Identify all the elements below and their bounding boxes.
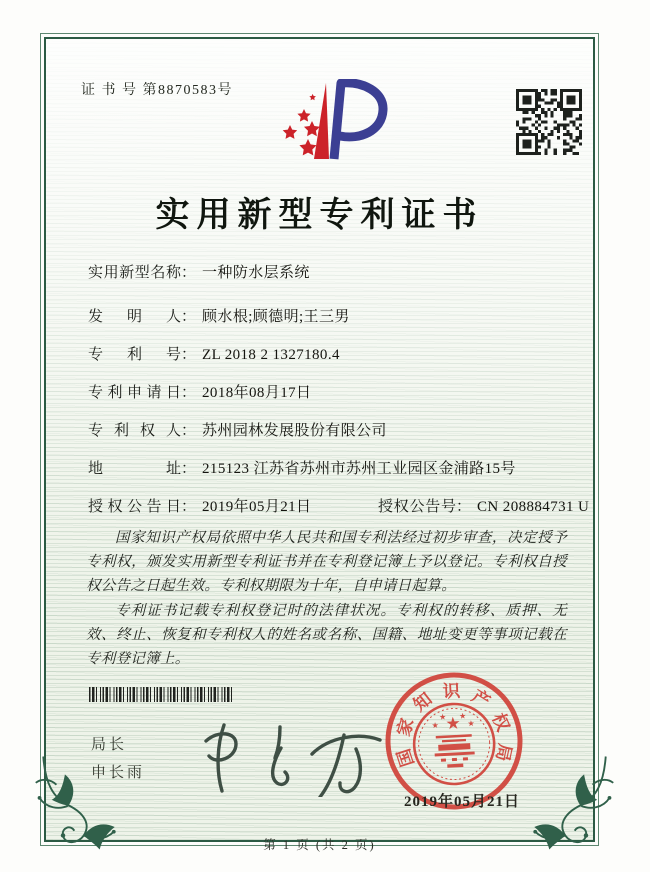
svg-text:识: 识	[442, 680, 461, 702]
field-filing-date-row	[88, 381, 311, 403]
field-value: 2019年05月21日	[202, 499, 312, 515]
field-patent-number-row	[88, 343, 340, 365]
svg-text:权: 权	[488, 710, 514, 735]
field-value: ZL 2018 2 1327180.4	[202, 347, 340, 363]
certificate-number: 证 书 号 第8870583号	[81, 83, 233, 98]
svg-text:家: 家	[393, 715, 418, 739]
svg-text:★: ★	[438, 712, 447, 722]
director-title: 局长	[91, 736, 128, 753]
label-colon: ：	[181, 499, 197, 515]
svg-text:国: 国	[393, 746, 418, 770]
field-value: 一种防水层系统	[202, 265, 310, 281]
field-label: 发明人	[88, 309, 181, 325]
field-value: 215123 江苏省苏州市苏州工业园区金浦路15号	[202, 461, 516, 477]
field-value: 顾水根;顾德明;王三男	[202, 309, 350, 325]
field-label: 专利申请日	[88, 385, 181, 401]
field-label: 专利权人	[88, 423, 181, 439]
label-colon: ：	[181, 461, 197, 477]
field-name-row	[88, 261, 310, 283]
svg-text:局: 局	[492, 741, 516, 764]
svg-text:知: 知	[409, 688, 436, 716]
logo-p-stroke	[334, 83, 383, 159]
svg-text:产: 产	[468, 685, 494, 712]
field-label: 授权公告号	[378, 499, 456, 515]
label-colon: ：	[456, 499, 472, 515]
certificate-body	[44, 37, 595, 852]
svg-text:★: ★	[458, 711, 467, 721]
label-colon: ：	[181, 385, 197, 401]
field-label: 实用新型名称	[88, 265, 181, 281]
legal-paragraph-1: 国家知识产权局依照中华人民共和国专利法经过初步审查，决定授予专利权，颁发实用新型专利证书并在专利登记簿上予以登记。专利权自授权公告之日起生效。专利权期限为十年，自申请日起算。	[86, 530, 567, 595]
certificate-title: 实用新型专利证书	[155, 197, 484, 234]
field-inventor-row	[88, 305, 350, 327]
label-colon: ：	[181, 347, 197, 363]
certificate-frame	[40, 33, 599, 852]
field-patentee-row	[88, 419, 387, 441]
legal-paragraph-2: 专利证书记载专利权登记时的法律状况。专利权的转移、质押、无效、终止、恢复和专利权人的姓名或名称、国籍、地址变更等事项记载在专利登记簿上。	[86, 602, 567, 668]
page-number: 第 1 页 (共 2 页)	[263, 838, 376, 852]
handwritten-signature-icon	[184, 717, 384, 797]
corner-flourish-icon	[32, 755, 126, 852]
national-emblem	[412, 702, 496, 786]
label-colon: ：	[181, 309, 197, 325]
svg-text:★: ★	[444, 713, 462, 735]
svg-text:★: ★	[431, 720, 439, 731]
field-label: 地址	[88, 461, 181, 477]
field-label: 专利号	[88, 347, 181, 363]
barcode-icon	[89, 687, 233, 702]
grant-number-pair	[378, 495, 589, 516]
field-value: CN 208884731 U	[477, 499, 590, 515]
director-name: 申长雨	[91, 764, 146, 781]
field-label: 授权公告日	[88, 499, 181, 515]
label-colon: ：	[181, 423, 197, 439]
svg-text:★: ★	[467, 718, 475, 729]
field-value: 苏州园林发展股份有限公司	[202, 423, 387, 439]
field-grant-row	[88, 495, 590, 517]
field-value: 2018年08月17日	[202, 385, 312, 401]
qr-code-icon	[516, 89, 582, 155]
legal-text	[86, 526, 567, 671]
cnipa-logo-icon	[268, 79, 392, 169]
field-address-row	[88, 457, 516, 479]
seal-date: 2019年05月21日	[404, 794, 521, 810]
label-colon: ：	[181, 265, 197, 281]
